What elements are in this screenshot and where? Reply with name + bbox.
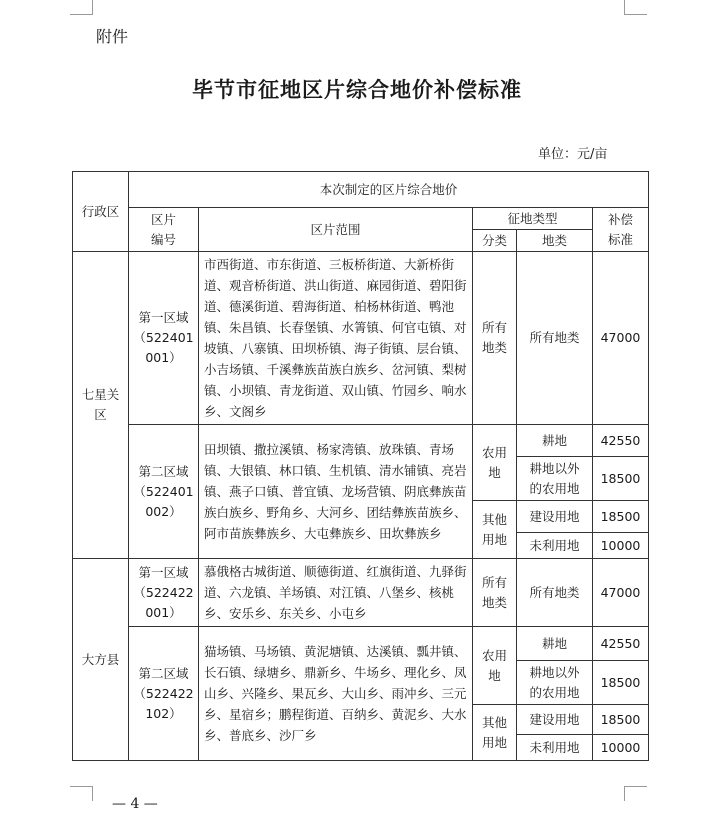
land-class: 耕地以外 的农用地 [517,661,593,705]
compensation-value: 10000 [593,735,649,761]
zone-code: 第一区域 （522401 001） [129,252,199,425]
land-category: 所有 地类 [473,252,517,425]
unit-label: 单位：元/亩 [538,147,608,162]
zone-range: 田坝镇、撒拉溪镇、杨家湾镇、放珠镇、青场镇、大银镇、林口镇、生机镇、清水铺镇、亮岩镇、燕子口镇、普宜镇、龙场营镇、阴底彝族苗族白族乡、野角乡、大河乡、团结彝族苗族乡、阿市苗族彝族乡、大屯彝族乡、田坎彝族乡 [199,425,473,559]
crop-mark-bottom-right [624,786,647,801]
compensation-value: 10000 [593,533,649,559]
compensation-value: 42550 [593,627,649,661]
zone-range: 慕俄格古城街道、顺德街道、红旗街道、九驿街道、六龙镇、羊场镇、对江镇、八堡乡、核桃乡、安乐乡、东关乡、小屯乡 [199,559,473,627]
land-category: 其他 用地 [473,501,517,559]
land-class: 耕地 [517,425,593,457]
land-class: 未利用地 [517,533,593,559]
document-title: 毕节市征地区片综合地价补偿标准 [192,77,522,102]
header-price-group: 本次制定的区片综合地价 [129,172,649,208]
crop-mark-top-left [70,0,93,15]
land-category: 所有 地类 [473,559,517,627]
land-category: 农用 地 [473,425,517,501]
land-class: 耕地 [517,627,593,661]
zone-code: 第二区域 （522401 002） [129,425,199,559]
header-land-type: 征地类型 [473,208,593,230]
compensation-value: 18500 [593,501,649,533]
land-class: 所有地类 [517,559,593,627]
header-land-class: 地类 [517,230,593,252]
compensation-value: 42550 [593,425,649,457]
zone-code: 第二区域 （522422 102） [129,627,199,761]
zone-range: 猫场镇、马场镇、黄泥塘镇、达溪镇、瓢井镇、长石镇、绿塘乡、鼎新乡、牛场乡、理化乡、凤山乡、兴隆乡、果瓦乡、大山乡、雨冲乡、三元乡、星宿乡；鹏程街道、百纳乡、黄泥乡、大水乡、普底乡、沙厂乡 [199,627,473,761]
header-standard: 补偿 标准 [593,208,649,252]
land-class: 所有地类 [517,252,593,425]
land-class: 建设用地 [517,705,593,735]
land-class: 建设用地 [517,501,593,533]
compensation-value: 18500 [593,661,649,705]
header-category: 分类 [473,230,517,252]
land-category: 其他 用地 [473,705,517,761]
compensation-table [72,171,649,761]
compensation-value: 18500 [593,705,649,735]
header-zone-code: 区片 编号 [129,208,199,252]
zone-range: 市西街道、市东街道、三板桥街道、大新桥街道、观音桥街道、洪山街道、麻园街道、碧阳街道、德溪街道、碧海街道、柏杨林街道、鸭池镇、朱昌镇、长春堡镇、水箐镇、何官屯镇、对坡镇、八寨镇、田坝桥镇、海子街镇、层台镇、小吉场镇、千溪彝族苗族白族乡、岔河镇、梨树镇、小坝镇、青龙街道、双山镇、竹园乡、响水乡、文阁乡 [199,252,473,425]
compensation-value: 47000 [593,252,649,425]
page-number: — 4 — [112,796,158,812]
land-class: 未利用地 [517,735,593,761]
crop-mark-top-right [624,0,647,15]
compensation-value: 18500 [593,457,649,501]
district-dafang: 大方县 [73,559,129,761]
compensation-value: 47000 [593,559,649,627]
land-class: 耕地以外 的农用地 [517,457,593,501]
zone-code: 第一区域 （522422 001） [129,559,199,627]
crop-mark-bottom-left [70,786,93,801]
header-district: 行政区 [73,172,129,252]
header-range: 区片范围 [199,208,473,252]
attachment-label: 附件 [96,27,129,46]
district-qixingguan: 七星关 区 [73,252,129,559]
land-category: 农用 地 [473,627,517,705]
